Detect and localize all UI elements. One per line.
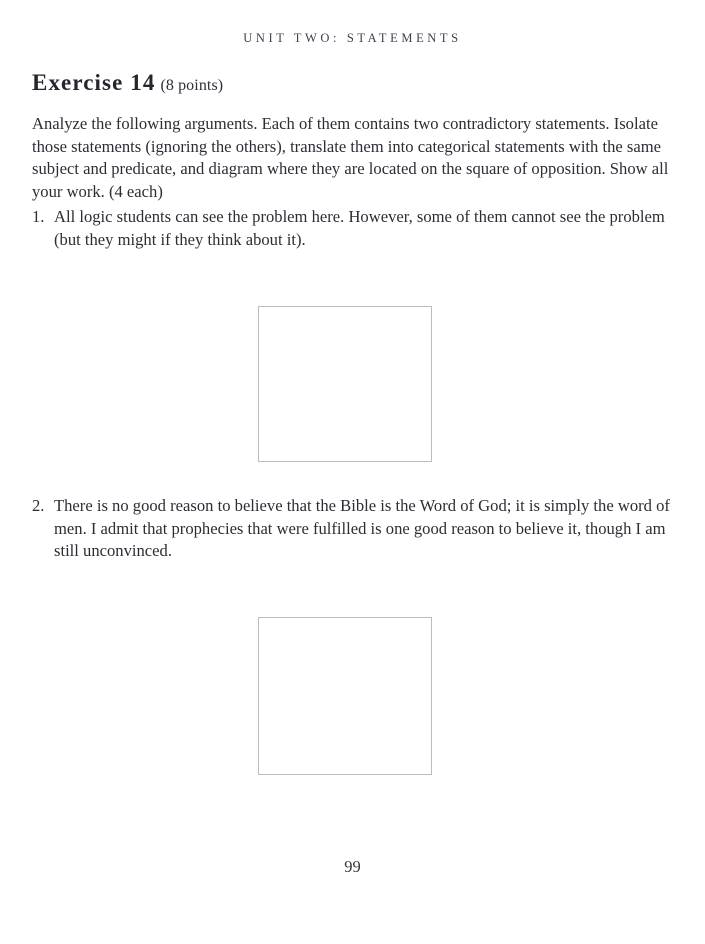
exercise-instructions: Analyze the following arguments. Each of them contains two contradictory statements. Isolate those statements (ignoring the others), translate them into categorical statements with the same subject and predicate, and diagram where they are located on the square of opposition. Show all your work. (4 each)	[32, 114, 669, 201]
list-item-number: 2.	[32, 496, 45, 515]
list-item-number: 1.	[32, 207, 45, 226]
list-item	[32, 495, 680, 563]
list-item-text: All logic students can see the problem here. However, some of them cannot see the problem (but they might if they think about it).	[54, 207, 665, 249]
list-item-text: There is no good reason to believe that the Bible is the Word of God; it is simply the word of men. I admit that prophecies that were fulfilled is one good reason to believe it, though I am still unconvinced.	[54, 496, 670, 561]
page-number: 99	[344, 857, 361, 876]
page-title	[32, 70, 223, 96]
exercise-points-text: (8 points)	[160, 77, 224, 94]
exercise-title-text: Exercise 14	[32, 70, 156, 95]
running-head: UNIT TWO: STATEMENTS	[243, 31, 462, 45]
answer-box-2[interactable]	[258, 617, 432, 775]
list-item	[32, 206, 680, 251]
answer-box-1[interactable]	[258, 306, 432, 462]
